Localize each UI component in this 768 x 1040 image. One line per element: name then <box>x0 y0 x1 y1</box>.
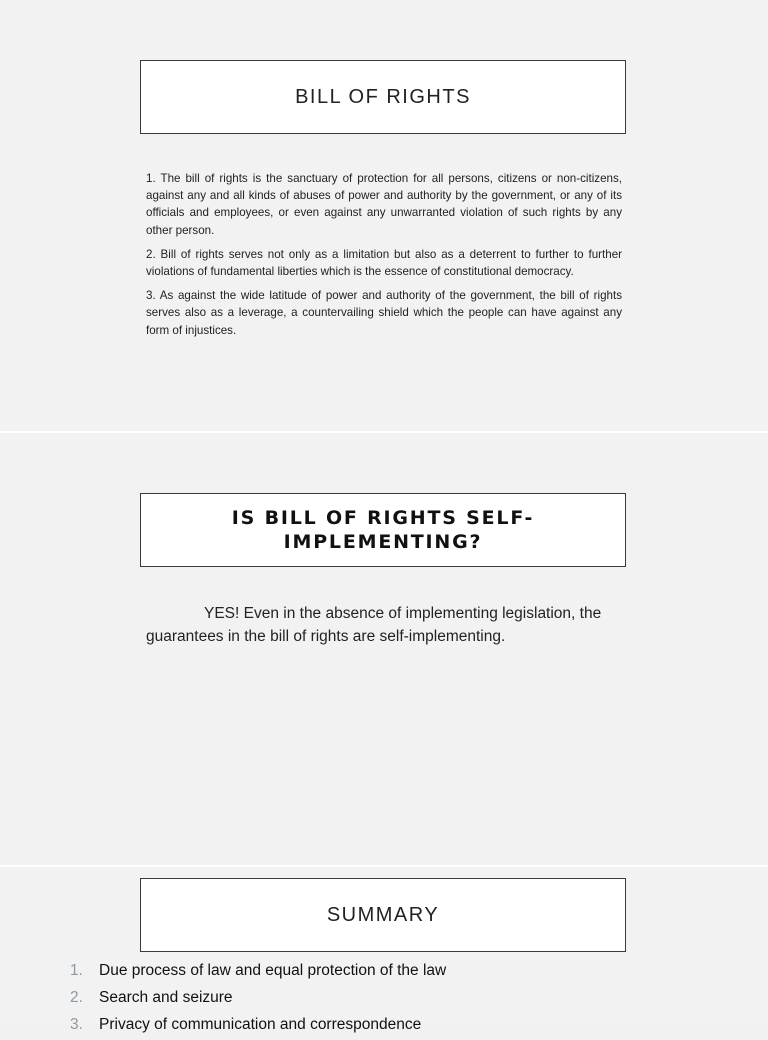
paragraph-2: 2. Bill of rights serves not only as a limitation but also as a deterrent to further to further violations of fundamental liberties which is the essence of constitutional democracy. <box>146 247 622 279</box>
slide-title: SUMMARY <box>326 903 440 926</box>
list-item <box>70 959 446 986</box>
list-item <box>70 1013 446 1040</box>
slide-title-box <box>140 60 626 134</box>
slide-title-box <box>140 493 626 567</box>
list-number: 1. <box>70 962 83 979</box>
list-number: 2. <box>70 989 83 1006</box>
paragraph-3: 3. As against the wide latitude of power and authority of the government, the bill of rights serves also as a leverage, a countervailing shield which the people can have against any form of injustices. <box>146 289 622 337</box>
list-item-text: Search and seizure <box>99 989 233 1006</box>
list-item-text: Due process of law and equal protection of the law <box>99 962 447 979</box>
slide-title-box <box>140 878 626 952</box>
paragraph-1: 1. The bill of rights is the sanctuary of protection for all persons, citizens or non-citizens, against any and all kinds of abuses of power and authority by the government, or any of its officials and employees, or even against any unwarranted violation of such rights by any other person. <box>146 172 622 237</box>
slide-title: IS BILL OF RIGHTS SELF-IMPLEMENTING? <box>231 507 535 553</box>
list-number: 3. <box>70 1016 83 1033</box>
slide-self-implementing <box>0 433 768 865</box>
summary-list <box>70 959 446 1040</box>
slide-bill-of-rights <box>0 0 768 431</box>
slide-title: BILL OF RIGHTS <box>295 85 471 108</box>
slide-body: YES! Even in the absence of implementing legislation, the guarantees in the bill of rights are self-implementing. <box>146 605 602 645</box>
list-item-text: Privacy of communication and correspondence <box>99 1016 422 1033</box>
list-item <box>70 986 446 1013</box>
slide-body <box>146 170 622 346</box>
